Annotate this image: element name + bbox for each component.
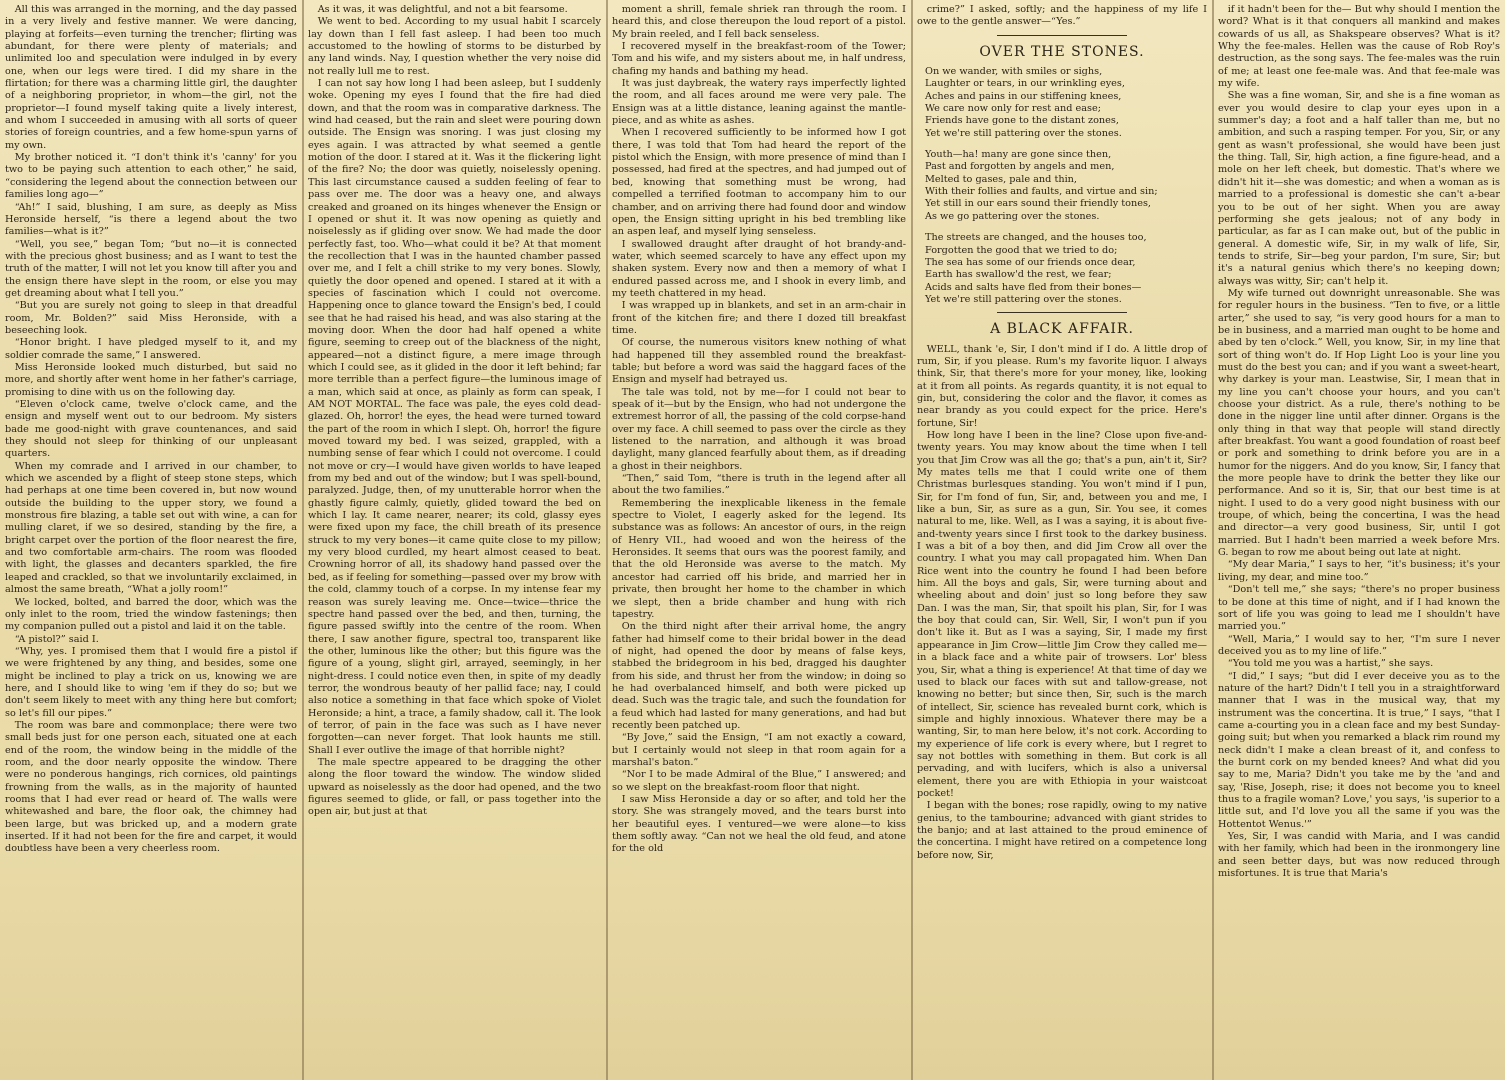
poem-line: With their follies and faults, and virtue and sin; — [925, 186, 1158, 198]
column-2 — [303, 4, 606, 1076]
paragraph: “Nor I to be made Admiral of the Blue,” I answered; and so we slept on the breakfast-room floor that night. — [612, 769, 906, 793]
paragraph: My brother noticed it. “I don't think it's 'canny' for you two to be paying such attention to each other,” he said, “considering the legend about the connection between our families long ago—” — [5, 152, 297, 201]
paragraph: “But you are surely not going to sleep in that dreadful room, Mr. Bolden?” said Miss Heronside, with a beseeching look. — [5, 300, 297, 336]
poem-line: Yet still in our ears sound their friendly tones, — [925, 198, 1152, 210]
poem-line: Youth—ha! many are gone since then, — [925, 149, 1112, 161]
column-3 — [607, 4, 911, 1076]
paragraph: “Why, yes. I promised them that I would fire a pistol if we were frightened by any thing, and besides, some one might be inclined to play a trick on us, knowing we are here, and I should like to wing 'em if they do so; but we don't seem likely to meet with any thing here but comfort; so let's fill our pipes.” — [5, 645, 297, 719]
paragraph: Miss Heronside looked much disturbed, but said no more, and shortly after went home in her father's carriage, promising to dine with us on the following day. — [5, 361, 297, 398]
paragraph: I swallowed draught after draught of hot brandy-and-water, which seemed scarcely to have any effect upon my shaken system. Every now and then a memory of what I endured passed across me, and I shook in every limb, and my teeth chattered in my head. — [612, 238, 906, 299]
paragraph: The tale was told, not by me—for I could not bear to speak of it—but by the Ensign, who had not undergone the extremest horror of all, the passing of the cold corpse-hand over my face. A chill seemed to pass over the circle as they listened to the narration, and although it was broad daylight, many glanced fearfully about them, as if dreading a ghost in their neighbors. — [612, 386, 906, 472]
poem-title: OVER THE STONES. — [979, 43, 1145, 60]
poem-line: Yet we're still pattering over the stones. — [925, 127, 1122, 139]
paragraph: “Well, Maria,” I would say to her, “I'm sure I never deceived you as to my line of life.” — [1218, 633, 1500, 657]
paragraph: We locked, bolted, and barred the door, which was the only inlet to the room, tried the window fastenings; then my companion pulled out a pistol and laid it on the table. — [5, 596, 297, 633]
poem-line: As we go pattering over the stones. — [925, 210, 1100, 222]
paragraph: Yes, Sir, I was candid with Maria, and I was candid with her family, which had been in the ironmongery line and seen better days, but was now reduced through misfortunes. It is true that Maria's — [1218, 831, 1500, 880]
poem-line: Melted to gases, pale and thin, — [925, 173, 1078, 185]
poem-line: Yet we're still pattering over the stones. — [925, 293, 1122, 305]
paragraph: Remembering the inexplicable likeness in the female spectre to Violet, I eagerly asked for the legend. Its substance was as follows: An ancestor of ours, in the reign of Henry VII., had wooed and won the heiress of the Heronsides. It seems that ours was the poorest family, and that the old Heronside was averse to the match. My ancestor had carried off his bride, and married her in private, then brought her home to the chamber in which we slept, then a bride chamber and hung with rich tapestry. — [612, 497, 906, 620]
poem-line: On we wander, with smiles or sighs, — [925, 66, 1103, 78]
paragraph: “A pistol?” said I. — [14, 633, 99, 645]
paragraph: “Eleven o'clock came, twelve o'clock came, and the ensign and myself went out to our bedroom. My sisters bade me good-night with grave countenances, and said they should not sleep for thinking of our unpleasant quarters. — [5, 399, 297, 460]
paragraph: It was just daybreak, the watery rays imperfectly lighted the room, and all faces around me were very pale. The Ensign was at a little distance, leaning against the mantle-piece, and as white as ashes. — [612, 78, 906, 127]
poem-line: Friends have gone to the distant zones, — [925, 115, 1119, 127]
paragraph: When my comrade and I arrived in our chamber, to which we ascended by a flight of steep stone steps, which had perhaps at one time been covered in, but now wound outside the building to the upper story, we found a monstrous fire blazing, a table set out with wine, a can for mulling claret, if we so desired, standing by the fire, a bright carpet over the portion of the floor nearest the fire, and two comfortable arm-chairs. The room was flooded with light, the glasses and decanters sparkled, the fire leaped and crackled, so that we involuntarily exclaimed, in almost the same breath, “What a jolly room!” — [5, 460, 297, 596]
paragraph: I was wrapped up in blankets, and set in an arm-chair in front of the kitchen fire; and there I dozed till breakfast time. — [612, 300, 906, 336]
paragraph: crime?” I asked, softly; and the happiness of my life I owe to the gentle answer—“Yes.” — [917, 4, 1207, 28]
column-4 — [912, 4, 1212, 1076]
divider — [997, 312, 1127, 313]
paragraph: Of course, the numerous visitors knew nothing of what had happened till they assembled round the breakfast-table; but before a word was said the haggard faces of the Ensign and myself had betrayed us. — [612, 337, 906, 386]
poem-line: We care now only for rest and ease; — [925, 103, 1101, 115]
paragraph: “Well, you see,” began Tom; “but no—it is connected with the precious ghost business; and as I want to test the truth of the matter, I will not let you know till after you and the ensign there have slept in the room, or else you may get dreaming about what I tell you.” — [5, 238, 297, 299]
paragraph: I recovered myself in the breakfast-room of the Tower; Tom and his wife, and my sisters about me, in half undress, chafing my hands and bathing my head. — [612, 41, 906, 77]
paragraph: moment a shrill, female shriek ran through the room. I heard this, and close thereupon the loud report of a pistol. My brain reeled, and I fell back senseless. — [612, 4, 906, 40]
paragraph: if it hadn't been for the— But why should I mention the word? What is it that conquers all mankind and makes cowards of us all, as Shakspeare observes? What is it? Why the fee-males. Hellen was the cause of Rob Roy's destruction, as the song says. The fee-males was the ruin of me; at least one fee-male was. And that fee-male was my wife. — [1218, 4, 1500, 90]
paragraph: “By Jove,” said the Ensign, “I am not exactly a coward, but I certainly would not sleep in that room again for a marshal's baton.” — [612, 732, 906, 768]
paragraph: I began with the bones; rose rapidly, owing to my native genius, to the tambourine; advanced with giant strides to the banjo; and at last attained to the proud eminence of the concertina. I might have retired on a competence long before now, Sir, — [917, 800, 1207, 861]
paragraph: The male spectre appeared to be dragging the other along the floor toward the window. The window slided upward as noiselessly as the door had opened, and the two figures seemed to glide, or fall, or pass together into the open air, but just at that — [308, 756, 601, 818]
poem-line: Laughter or tears, in our wrinkling eyes, — [925, 78, 1125, 90]
paragraph: I can not say how long I had been asleep, but I suddenly woke. Opening my eyes I found that the fire had died down, and that the room was in comparative darkness. The wind had ceased, but the rain and sleet were pouring down outside. The Ensign was snoring. I was just closing my eyes again. I was attracted by what seemed a gentle motion of the door. I stared at it. Was it the flickering light of the fire? No; the door was quietly, noiselessly opening. This last circumstance caused a sudden feeling of fear to pass over me. The door was a heavy one, and always creaked and groaned on its hinges whenever the Ensign or I opened or shut it. It was now opening as quietly and noiselessly as if gliding over snow. We had made the door perfectly fast, too. Who—what could it be? At that moment the recollection that I was in the haunted chamber passed over me, and I felt a chill strike to my very bones. Slowly, quietly the door opened and opened. I stared at it with a species of fascination which I could not overcome. Happening once to glance toward the Ensign's bed, I could see that he had raised his head, and was also staring at the moving door. When the door had half opened a white figure, seeming to creep out of the blackness of the night, appeared—not a distinct figure, a mere image through which I could see, as it glided in the door it left behind; far more terrible than a perfect figure—the luminous image of a man, which said at once, as plainly as form can speak, I AM NOT MORTAL. The face was pale, the eyes cold dead-glazed. Oh, horror! the eyes, the head were turned toward the part of the room in which I slept. Oh, horror! the figure moved toward my bed. I was seized, grappled, with a numbing sense of fear which I could not overcome. I could not move or cry—I would have given worlds to have leaped from my bed and out of the window; but I was spell-bound, paralyzed. Judge, then, of my unutterable horror when the ghastly figure calmly, quietly, glided toward the bed on which I lay. It came nearer, nearer; its cold, glassy eyes were fixed upon my face, the chill breath of its presence struck to my very bones—it came quite close to my pillow; my very blood curdled, my heart almost ceased to beat. Crowning horror of all, its shadowy hand passed over the bed, as if feeling for something—passed over my brow with the cold, clammy touch of a corpse. In my intense fear my reason was surely leaving me. Once—twice—thrice the spectre hand passed over the bed, and then, turning, the figure passed swiftly into the centre of the room. When there, I saw another figure, spectral too, transparent like the other, luminous like the other; but this figure was the figure of a young, slight girl, arrayed, seemingly, in her night-dress. I could notice even then, in spite of my deadly terror, the wondrous beauty of her pallid face; nay, I could also notice a something in that face which spoke of Violet Heronside; a hint, a trace, a family shadow, call it. The look of terror, of pain in the face was such as I have never forgotten—can never forget. That look haunts me still. Shall I ever outlive the image of that horrible night? — [308, 78, 601, 756]
paragraph: “Don't tell me,” she says; “there's no proper business to be done at this time of night, and if I had known the sort of life you was going to lead me I shouldn't have married you.” — [1218, 584, 1500, 633]
poem-line: Acids and salts have fled from their bones— — [925, 281, 1142, 293]
divider — [997, 35, 1127, 36]
paragraph: My wife turned out downright unreasonable. She was for reguler hours in the business. “Ten to five, or a little arter,” she used to say, “is very good hours for a man to be in business, and a married man ought to be home and abed by ten o'clock.” Well, you know, Sir, in my line that sort of thing won't do. If Hop Light Loo is your line you must do the best you can; and if you want a sweet-heart, why darkey is your man. Leastwise, Sir, I mean that in my line you can't choose your hours, and you can't choose your district. As a rule, there's nothing to be done in the nigger line until after dinner. Organs is the only thing in that way that people will stand directly after breakfast. You want a good foundation of roast beef or pork and something to drink before you are in a humor for the niggers. And do you know, Sir, I fancy that the more people have to drink the better they like our performance. And so it is, Sir, that our best time is at night. I used to do a very good night business with our troupe, of which, being the concertina, I was the head and director—a very good business, Sir, until I got married. But I hadn't been married a week before Mrs. G. began to row me about being out late at night. — [1218, 287, 1500, 559]
story-title: A BLACK AFFAIR. — [990, 321, 1134, 338]
paragraph: We went to bed. According to my usual habit I scarcely lay down than I fell fast asleep. I had been too much accustomed to the howling of storms to be disturbed by any land winds. Nay, I question whether the very noise did not really lull me to rest. — [308, 16, 601, 77]
column-5 — [1213, 4, 1505, 1076]
paragraph: On the third night after their arrival home, the angry father had himself come to their bridal bower in the dead of night, had opened the door by means of false keys, stabbed the bridegroom in his bed, dragged his daughter from his side, and thrust her from the window; in doing so he had overbalanced himself, and both were picked up dead. Such was the tragic tale, and such the foundation for a feud which had lasted for many generations, and had but recently been patched up. — [612, 621, 906, 731]
paragraph: She was a fine woman, Sir, and she is a fine woman as ever you would desire to clap your eyes upon in a summer's day; a foot and a half taller than me, but no ambition, and such a rasping temper. For you, Sir, or any gent as wasn't professional, she would have been just the thing. Tall, Sir, high action, a fine figure-head, and a mole on her left cheek, but domestic. That's where we didn't hit it—she was domestic; and when a woman as is married to a professional is domestic she can't a-bear you to be out of her sight. When you are away performing she gets jealous; not of any body in particular, as far as I can make out, but of the public in general. A domestic wife, Sir, in my walk of life, Sir, tends to strife, Sir—beg your pardon, I'm sure, Sir; but it's a natural genius which there's no keeping down; always was witty, Sir; can't help it. — [1218, 90, 1500, 287]
poem-body — [917, 66, 1207, 306]
poem-line: The streets are changed, and the houses too, — [925, 232, 1147, 244]
paragraph: “My dear Maria,” I says to her, “it's business; it's your living, my dear, and mine too.” — [1218, 559, 1500, 583]
paragraph: “You told me you was a hartist,” she says. — [1227, 658, 1434, 670]
poem-line: Past and forgotten by angels and men, — [925, 161, 1115, 173]
poem-line: The sea has some of our friends once dear, — [925, 256, 1136, 268]
paragraph: As it was, it was delightful, and not a bit fearsome. — [317, 4, 568, 15]
poem-line: Forgotten the good that we tried to do; — [925, 244, 1118, 256]
column-1 — [0, 4, 302, 1076]
paragraph: When I recovered sufficiently to be informed how I got there, I was told that Tom had heard the report of the pistol which the Ensign, with more presence of mind than I possessed, had fired at the spectres, and had jumped out of bed, knowing that something must be wrong, had compelled a terrified footman to accompany him to our chamber, and on arriving there had found door and window open, the Ensign sitting upright in his bed trembling like an aspen leaf, and myself lying senseless. — [612, 127, 906, 238]
poem-line: Earth has swallow'd the rest, we fear; — [925, 269, 1112, 281]
paragraph: The room was bare and commonplace; there were two small beds just for one person each, situated one at each end of the room, the window being in the middle of the room, and the door nearly opposite the window. There were no ponderous hangings, rich cornices, old paintings frowning from the walls, as in the majority of haunted rooms that I had ever read or heard of. The walls were whitewashed and bare, the floor oak, the chimney had been large, but was bricked up, and a modern grate inserted. If it had not been for the fire and carpet, it would doubtless have been a very cheerless room. — [5, 719, 297, 855]
paragraph: WELL, thank 'e, Sir, I don't mind if I do. A little drop of rum, Sir, if you please. Rum's my favorite liquor. I always think, Sir, that there's more for your money, like, looking at it from all points. As regards quantity, it is not equal to gin, but, considering the color and the flavor, it comes as near brandy as you could expect for the price. Here's fortune, Sir! — [917, 343, 1207, 429]
poem-line: Aches and pains in our stiffening knees, — [925, 90, 1122, 102]
paragraph: All this was arranged in the morning, and the day passed in a very lively and festive manner. We were dancing, playing at forfeits—even turning the trencher; flirting was abundant, for there were plenty of materials; and unlimited loo and speculation were indulged in by every one, when our legs were tired. I did my share in the flirtation; for there was a charming little girl, the daughter of a neighboring proprietor, in whom—the girl, not the proprietor—I found myself taking quite a lively interest, and whom I succeeded in amusing with all sorts of queer stories of foreign countries, and a few home-spun yarns of my own. — [5, 4, 297, 151]
paragraph: I saw Miss Heronside a day or so after, and told her the story. She was strangely moved, and the tears burst into her beautiful eyes. I ventured—we were alone—to kiss them softly away. “Can not we heal the old feud, and atone for the old — [612, 794, 906, 855]
paragraph: “Ah!” I said, blushing, I am sure, as deeply as Miss Heronside herself, “is there a legend about the two families—what is it?” — [5, 201, 297, 238]
paragraph: “Honor bright. I have pledged myself to it, and my soldier comrade the same,” I answered. — [5, 337, 297, 361]
paragraph: “Then,” said Tom, “there is truth in the legend after all about the two families.” — [612, 473, 906, 497]
paragraph: “I did,” I says; “but did I ever deceive you as to the nature of the hart? Didn't I tell you in a straightforward manner that I was in the musical way, that my instrument was the concertina. It is true,” I says, “that I came a-courting you in a clean face and my best Sunday-going suit; but when you remarked a black rim round my neck didn't I make a clean breast of it, and confess to the burnt cork on my bended knees? And what did you say to me, Maria? Didn't you take me by the 'and and say, 'Rise, Joseph, rise; it does not become you to kneel thus to a fragile woman? Love,' you says, 'is superior to a little sut, and I'd love you all the same if you was the Hottentot Wenus.'” — [1218, 670, 1500, 830]
paragraph: How long have I been in the line? Close upon five-and-twenty years. You may know about the time when I tell you that Jim Crow was all the go; that's a pun, ain't it, Sir? My mates tells me that I could write one of them Christmas burlesques standing. You won't mind if I pun, Sir, for I'm fond of fun, Sir, and, between you and me, I like a bun, Sir, as sure as a gun, Sir. You see, it comes natural to me, like. Well, as I was a saying, it is about five-and-twenty years since I first took to the darkey business. I was a bit of a boy then, and did Jim Crow all over the country. I what you may call propagated him. When Dan Rice went into the country he found I had been before him. All the boys and gals, Sir, were turning about and wheeling about and doin' just so long before they saw Dan. I was the man, Sir, that spoilt his plan, Sir, for I was the boy that could can, Sir. Well, Sir, I won't pun if you don't like it. But as I was a saying, Sir, I made my first appearance in Jim Crow—little Jim Crow they called me—in a black face and a white pair of trowsers. Lor' bless you, Sir, what a thing is experience! At that time of day we used to black our faces with sut and tallow-grease, not knowing no better; but since then, Sir, such is the march of intellect, Sir, science has revealed burnt cork, which is simple and highly innoxious. Whatever there may be a wanting, Sir, to man here below, it's not cork. According to my experience of life cork is every where, but I regret to say not bottles with something in them. But cork is all pervading, and with lucifers, which is also a universal element, there you are with Ethiopia in your waistcoat pocket! — [917, 429, 1207, 799]
